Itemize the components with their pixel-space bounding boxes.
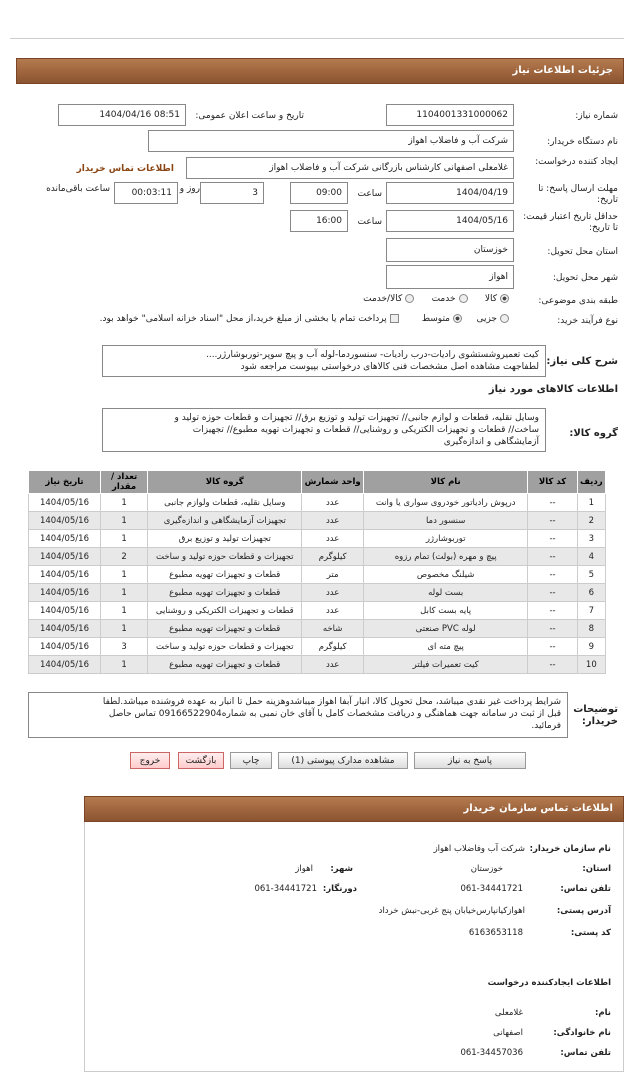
buyer-org-label: نام دستگاه خریدار: xyxy=(547,137,618,147)
cell-item-name: کیت تعمیرات فیلتر xyxy=(363,656,527,674)
cell-quantity: 1 xyxy=(100,584,147,602)
cell-row-number: 6 xyxy=(577,584,605,602)
cell-need-date: 1404/05/16 xyxy=(29,638,101,656)
deadline-time-label: ساعت xyxy=(357,189,382,199)
process-label: نوع فرآیند خرید: xyxy=(557,316,618,326)
table-header-row xyxy=(29,471,606,494)
cell-need-date: 1404/05/16 xyxy=(29,530,101,548)
contact-title: اطلاعات تماس سازمان خریدار xyxy=(84,796,624,822)
goods-info-title: اطلاعات کالاهای مورد نیاز xyxy=(488,384,618,395)
cell-row-number: 8 xyxy=(577,620,605,638)
family-value: اصفهانی xyxy=(493,1028,523,1038)
notes-label: توضیحات خریدار: xyxy=(573,704,618,727)
cell-item-code: -- xyxy=(528,620,577,638)
table-row xyxy=(29,566,606,584)
cell-quantity: 3 xyxy=(100,638,147,656)
cell-item-group: وسایل نقلیه، قطعات ولوازم جانبی xyxy=(148,494,302,512)
address-value: اهوازکیانپارس‌خیابان پنج غربی-نبش خرداد xyxy=(378,906,525,916)
cell-row-number: 5 xyxy=(577,566,605,584)
cell-row-number: 9 xyxy=(577,638,605,656)
cell-quantity: 1 xyxy=(100,566,147,584)
cell-quantity: 2 xyxy=(100,548,147,566)
cell-item-name: پیچ مته ای xyxy=(363,638,527,656)
top-divider xyxy=(10,38,624,39)
table-row xyxy=(29,656,606,674)
cell-item-group: قطعات و تجهیزات تهویه مطبوع xyxy=(148,656,302,674)
cell-item-group: قطعات و تجهیزات تهویه مطبوع xyxy=(148,566,302,584)
org-value: شرکت آب وفاضلاب اهواز xyxy=(433,844,525,854)
table-row xyxy=(29,494,606,512)
table-row xyxy=(29,530,606,548)
buyer-org-field: شرکت آب و فاضلاب اهواز xyxy=(148,130,514,152)
cell-need-date: 1404/05/16 xyxy=(29,548,101,566)
validity-time-field: 16:00 xyxy=(290,210,348,232)
creator-phone-value: 061-34457036 xyxy=(460,1048,523,1058)
cell-item-code: -- xyxy=(528,602,577,620)
treasury-note: پرداخت تمام یا بخشی از مبلغ خرید،از محل "اسناد خزانه اسلامی" خواهد بود. xyxy=(99,314,387,324)
validity-date-field: 1404/05/16 xyxy=(386,210,514,232)
cell-unit: عدد xyxy=(302,602,364,620)
col-header: گروه کالا xyxy=(148,471,302,494)
cell-need-date: 1404/05/16 xyxy=(29,512,101,530)
city-field: اهواز xyxy=(386,265,514,289)
notes-line-3: فرمائید. xyxy=(531,721,561,731)
contact-phone-value: 061-34441721 xyxy=(460,884,523,894)
cell-quantity: 1 xyxy=(100,494,147,512)
cell-item-name: لوله PVC صنعتی xyxy=(363,620,527,638)
fax-label: دورنگار: xyxy=(322,884,357,894)
deadline-label: مهلت ارسال پاسخ: تا تاریخ: xyxy=(538,184,618,205)
cell-need-date: 1404/05/16 xyxy=(29,602,101,620)
cell-need-date: 1404/05/16 xyxy=(29,656,101,674)
cell-row-number: 1 xyxy=(577,494,605,512)
col-header: تاریخ نیاز xyxy=(29,471,101,494)
radio-both-label: کالا/خدمت xyxy=(363,294,403,304)
cell-quantity: 1 xyxy=(100,530,147,548)
contact-phone-label: تلفن تماس: xyxy=(560,884,611,894)
radio-medium[interactable] xyxy=(453,314,462,323)
contact-city-value: اهواز xyxy=(295,864,313,874)
col-header: واحد شمارش xyxy=(302,471,364,494)
radio-goods[interactable] xyxy=(500,294,509,303)
need-number-label: شماره نیاز: xyxy=(575,111,618,121)
cell-item-code: -- xyxy=(528,512,577,530)
need-number-field: 1104001331000062 xyxy=(386,104,514,126)
remaining-label: ساعت باقی‌مانده xyxy=(46,184,110,194)
category-options xyxy=(363,294,512,304)
cell-unit: عدد xyxy=(302,584,364,602)
attachments-button[interactable]: مشاهده مدارک پیوستی (1) xyxy=(278,752,408,769)
col-header: تعداد / مقدار xyxy=(100,471,147,494)
radio-goods-label: کالا xyxy=(484,294,497,304)
reply-button[interactable]: پاسخ به نیاز xyxy=(414,752,526,769)
cell-row-number: 7 xyxy=(577,602,605,620)
cell-need-date: 1404/05/16 xyxy=(29,494,101,512)
cell-row-number: 4 xyxy=(577,548,605,566)
name-label: نام: xyxy=(594,1008,611,1018)
fax-value: 061-34441721 xyxy=(254,884,317,894)
family-label: نام خانوادگی: xyxy=(553,1028,611,1038)
process-options xyxy=(100,314,512,324)
table-row xyxy=(29,548,606,566)
deadline-time-field: 09:00 xyxy=(290,182,348,204)
cell-unit: عدد xyxy=(302,530,364,548)
cell-item-name: توربوشارژر xyxy=(363,530,527,548)
group-box xyxy=(102,408,546,452)
radio-partial[interactable] xyxy=(500,314,509,323)
cell-row-number: 2 xyxy=(577,512,605,530)
address-label: آدرس پستی: xyxy=(556,906,611,916)
cell-item-code: -- xyxy=(528,494,577,512)
category-label: طبقه بندی موضوعی: xyxy=(538,296,618,306)
contact-province-value: خوزستان xyxy=(470,864,503,874)
summary-box xyxy=(102,345,546,377)
col-header: نام کالا xyxy=(363,471,527,494)
creator-field: غلامعلی اصفهانی کارشناس بازرگانی شرکت آب و فاضلاب اهواز xyxy=(186,157,514,179)
page-title: جزئیات اطلاعات نیاز xyxy=(16,58,624,84)
cell-quantity: 1 xyxy=(100,656,147,674)
table-row xyxy=(29,512,606,530)
col-header: کد کالا xyxy=(528,471,577,494)
radio-service-label: خدمت xyxy=(431,294,456,304)
cell-unit: متر xyxy=(302,566,364,584)
cell-unit: کیلوگرم xyxy=(302,548,364,566)
cell-item-group: تجهیزات آزمایشگاهی و اندازه‌گیری xyxy=(148,512,302,530)
cell-item-code: -- xyxy=(528,656,577,674)
cell-need-date: 1404/05/16 xyxy=(29,566,101,584)
name-value: غلامعلی xyxy=(494,1008,523,1018)
cell-row-number: 3 xyxy=(577,530,605,548)
province-label: استان محل تحویل: xyxy=(547,247,618,257)
deadline-date-field: 1404/04/19 xyxy=(386,182,514,204)
cell-item-name: بست لوله xyxy=(363,584,527,602)
back-button[interactable]: بازگشت xyxy=(178,752,224,769)
group-label: گروه کالا: xyxy=(569,428,618,439)
cell-item-group: تجهیزات تولید و توزیع برق xyxy=(148,530,302,548)
radio-partial-label: جزیی xyxy=(476,314,497,324)
cell-quantity: 1 xyxy=(100,602,147,620)
group-line-2: ساخت// قطعات و تجهیزات الکتریکی و روشنایی// قطعات و تجهیزات تهویه مطبوع// تجهیزات xyxy=(192,425,539,435)
cell-row-number: 10 xyxy=(577,656,605,674)
creator-label: ایجاد کننده درخواست: xyxy=(535,157,618,167)
table-row xyxy=(29,584,606,602)
org-label: نام سازمان خریدار: xyxy=(529,844,611,854)
days-field: 3 xyxy=(200,182,264,204)
contact-province-label: استان: xyxy=(582,864,611,874)
notes-line-2: قبل از ثبت در سامانه جهت هماهنگی و دریافت مشخصات کامل با آقای خان نمبی به شماره09166522904 تماس حاصل xyxy=(108,709,561,719)
cell-unit: کیلوگرم xyxy=(302,638,364,656)
cell-need-date: 1404/05/16 xyxy=(29,620,101,638)
cell-quantity: 1 xyxy=(100,512,147,530)
cell-item-group: تجهیزات و قطعات حوزه تولید و ساخت xyxy=(148,548,302,566)
summary-label: شرح کلی نیاز: xyxy=(546,356,618,367)
treasury-checkbox[interactable] xyxy=(390,314,399,323)
table-row xyxy=(29,638,606,656)
remaining-time-field: 00:03:11 xyxy=(114,182,178,204)
cell-unit: شاخه xyxy=(302,620,364,638)
notes-line-1: شرایط پرداخت غیر نقدی میباشد، محل تحویل کالا، انبار آبفا اهواز میباشدوهزینه حمل تا انبار به عهده فروشنده میباشد.لطفا xyxy=(102,697,561,707)
summary-line-1: کیت تعمیروشستشوی رادیات-درب رادیات- سنسوردما-لوله آب و پیچ سوپر-توربوشارژر.... xyxy=(205,350,539,360)
summary-line-2: لطفاجهت مشاهده اصل مشخصات فنی کالاهای درخواستی بپیوست مراجعه شود xyxy=(240,362,539,372)
notes-box xyxy=(28,692,568,738)
validity-label: حداقل تاریخ اعتبار قیمت: تا تاریخ: xyxy=(523,212,618,233)
cell-item-name: پیچ و مهره (بولت) تمام رزوه xyxy=(363,548,527,566)
contact-panel xyxy=(84,822,624,1072)
cell-unit: عدد xyxy=(302,494,364,512)
cell-item-group: تجهیزات و قطعات حوزه تولید و ساخت xyxy=(148,638,302,656)
cell-item-name: درپوش رادیاتور خودروی سواری یا وانت xyxy=(363,494,527,512)
validity-time-label: ساعت xyxy=(357,217,382,227)
cell-item-code: -- xyxy=(528,548,577,566)
exit-button[interactable]: خروج xyxy=(130,752,170,769)
postal-value: 6163653118 xyxy=(468,928,523,938)
days-label: روز و xyxy=(179,184,200,194)
cell-item-name: سنسور دما xyxy=(363,512,527,530)
city-label: شهر محل تحویل: xyxy=(552,273,618,283)
cell-item-name: پایه بست کابل xyxy=(363,602,527,620)
radio-service[interactable] xyxy=(459,294,468,303)
table-row xyxy=(29,602,606,620)
cell-unit: عدد xyxy=(302,512,364,530)
creator-info-title: اطلاعات ایجادکننده درخواست xyxy=(487,978,611,988)
group-line-3: آزمایشگاهی و اندازه‌گیری xyxy=(443,437,539,447)
cell-unit: عدد xyxy=(302,656,364,674)
buyer-contact-link[interactable]: اطلاعات تماس خریدار xyxy=(76,164,174,174)
col-header: ردیف xyxy=(577,471,605,494)
postal-label: کد پستی: xyxy=(570,928,611,938)
items-table xyxy=(28,470,606,674)
group-line-1: وسایل نقلیه، قطعات و لوازم جانبی// تجهیزات تولید و توزیع برق// تجهیزات و قطعات حوزه تولید و xyxy=(174,413,539,423)
cell-item-name: شیلنگ مخصوص xyxy=(363,566,527,584)
radio-both[interactable] xyxy=(405,294,414,303)
cell-item-code: -- xyxy=(528,530,577,548)
print-button[interactable]: چاپ xyxy=(230,752,272,769)
creator-phone-label: تلفن تماس: xyxy=(560,1048,611,1058)
contact-city-label: شهر: xyxy=(330,864,353,874)
announce-label: تاریخ و ساعت اعلان عمومی: xyxy=(195,111,304,121)
cell-need-date: 1404/05/16 xyxy=(29,584,101,602)
table-row xyxy=(29,620,606,638)
cell-item-code: -- xyxy=(528,638,577,656)
radio-medium-label: متوسط xyxy=(421,314,450,324)
cell-item-group: قطعات و تجهیزات تهویه مطبوع xyxy=(148,584,302,602)
cell-item-code: -- xyxy=(528,584,577,602)
announce-field: 1404/04/16 08:51 xyxy=(58,104,186,126)
cell-quantity: 1 xyxy=(100,620,147,638)
cell-item-code: -- xyxy=(528,566,577,584)
cell-item-group: قطعات و تجهیزات تهویه مطبوع xyxy=(148,620,302,638)
cell-item-group: قطعات و تجهیزات الکتریکی و روشنایی xyxy=(148,602,302,620)
province-field: خوزستان xyxy=(386,238,514,262)
